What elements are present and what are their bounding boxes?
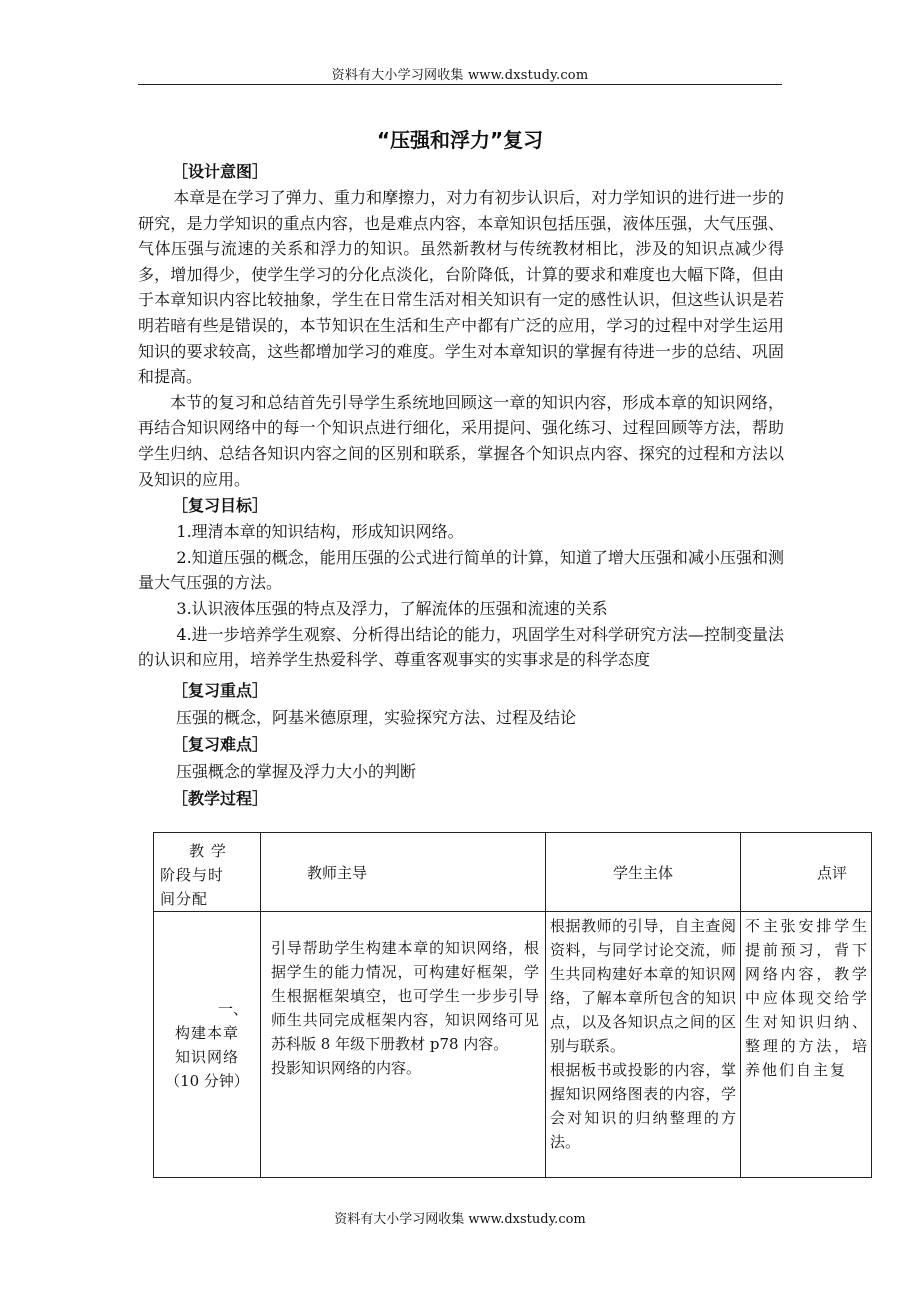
- table-header-row: [154, 833, 872, 912]
- row-student: [546, 912, 741, 1178]
- page-footer: 资料有大小学习网收集 www.dxstudy.com: [334, 1212, 586, 1227]
- student-text: 根据板书或投影的内容，掌握知识网络图表的内容，学会对知识的归纳整理的方法。: [550, 1061, 736, 1151]
- teacher-text: 投影知识网络的内容。: [271, 1059, 422, 1077]
- stage-line: 构建本章: [174, 1023, 239, 1042]
- header-teacher: 教师主导: [261, 833, 546, 912]
- row-teacher: [261, 912, 546, 1178]
- goal-item: 4.进一步培养学生观察、分析得出结论的能力，巩固学生对科学研究方法—控制变量法的认识和应用，培养学生热爱科学、尊重客观事实的实事求是的科学态度: [138, 624, 784, 670]
- goals-heading: ［复习目标］: [172, 496, 269, 516]
- process-heading: ［教学过程］: [172, 788, 269, 808]
- design-paragraph-2: 本节的复习和总结首先引导学生系统地回顾这一章的知识内容，形成本章的知识网络，再结合知识网络中的每一个知识点进行细化，采用提问、强化练习、过程回顾等方法，帮助学生归纳、总结各知识内容之间的区别和联系，掌握各个知识点内容、探究的过程和方法以及知识的应用。: [138, 392, 784, 489]
- key-points-heading: ［复习重点］: [172, 680, 269, 700]
- header-stage-line: 教 学: [189, 842, 227, 860]
- row-stage: [154, 912, 261, 1178]
- page-header: 资料有大小学习网收集 www.dxstudy.com: [331, 68, 589, 83]
- goal-item: 3.认识液体压强的特点及浮力，了解流体的压强和流速的关系: [176, 598, 608, 618]
- goal-item: 1.理清本章的知识结构，形成知识网络。: [176, 522, 464, 542]
- design-paragraph-1: 本章是在学习了弹力、重力和摩擦力，对力有初步认识后，对力学知识的进行进一步的研究，是力学知识的重点内容，也是难点内容，本章知识包括压强，液体压强，大气压强、气体压强与流速的关系和浮力的知识。虽然新教材与传统教材相比，涉及的知识点减少得多，增加得少，使学生学习的分化点淡化，台阶降低，计算的要求和难度也大幅下降，但由于本章知识内容比较抽象，学生在日常生活对相关知识有一定的感性认识，但这些认识是若明若暗有些是错误的，本节知识在生活和生产中都有广泛的应用，学习的过程中对学生运用知识的要求较高，这些都增加学习的难度。学生对本章知识的掌握有待进一步的总结、巩固和提高。: [138, 188, 784, 387]
- student-text: 根据教师的引导，自主查阅资料，与同学讨论交流，师生共同构建好本章的知识网络，了解本章所包含的知识点，以及各知识点之间的区别与联系。: [550, 917, 736, 1055]
- header-divider: [138, 84, 782, 85]
- header-stage-line: 阶段与时: [160, 866, 225, 884]
- table-row: [154, 912, 872, 1178]
- difficulty-text: 压强概念的掌握及浮力大小的判断: [176, 761, 417, 781]
- header-student: 学生主体: [546, 833, 741, 912]
- goal-item: 2.知道压强的概念，能用压强的公式进行简单的计算，知道了增大压强和减小压强和测量大气压强的方法。: [138, 547, 784, 593]
- header-stage: [154, 833, 261, 912]
- stage-line: 一、: [217, 999, 248, 1018]
- stage-line: 知识网络: [174, 1047, 239, 1066]
- header-stage-line: 间分配: [160, 890, 209, 908]
- document-body: [138, 158, 784, 812]
- key-points-text: 压强的概念，阿基米德原理，实验探究方法、过程及结论: [176, 707, 577, 727]
- header-comment: 点评: [741, 833, 872, 912]
- teacher-text: 引导帮助学生构建本章的知识网络，根据学生的能力情况，可构建好框架，学生根据框架填空，也可学生一步步引导师生共同完成框架内容，知识网络可见苏科版 8 年级下册教材 p78 内容。: [271, 939, 539, 1053]
- difficulty-heading: ［复习难点］: [172, 734, 269, 754]
- document-title: “压强和浮力”复习: [376, 128, 544, 152]
- stage-line: （10 分钟）: [165, 1071, 249, 1090]
- design-heading: ［设计意图］: [172, 162, 269, 181]
- teaching-process-table: [153, 832, 872, 1178]
- row-comment: 不主张安排学生提前预习，背下网络内容，教学中应体现交给学生对知识归纳、整理的方法，培养他们自主复: [741, 912, 872, 1178]
